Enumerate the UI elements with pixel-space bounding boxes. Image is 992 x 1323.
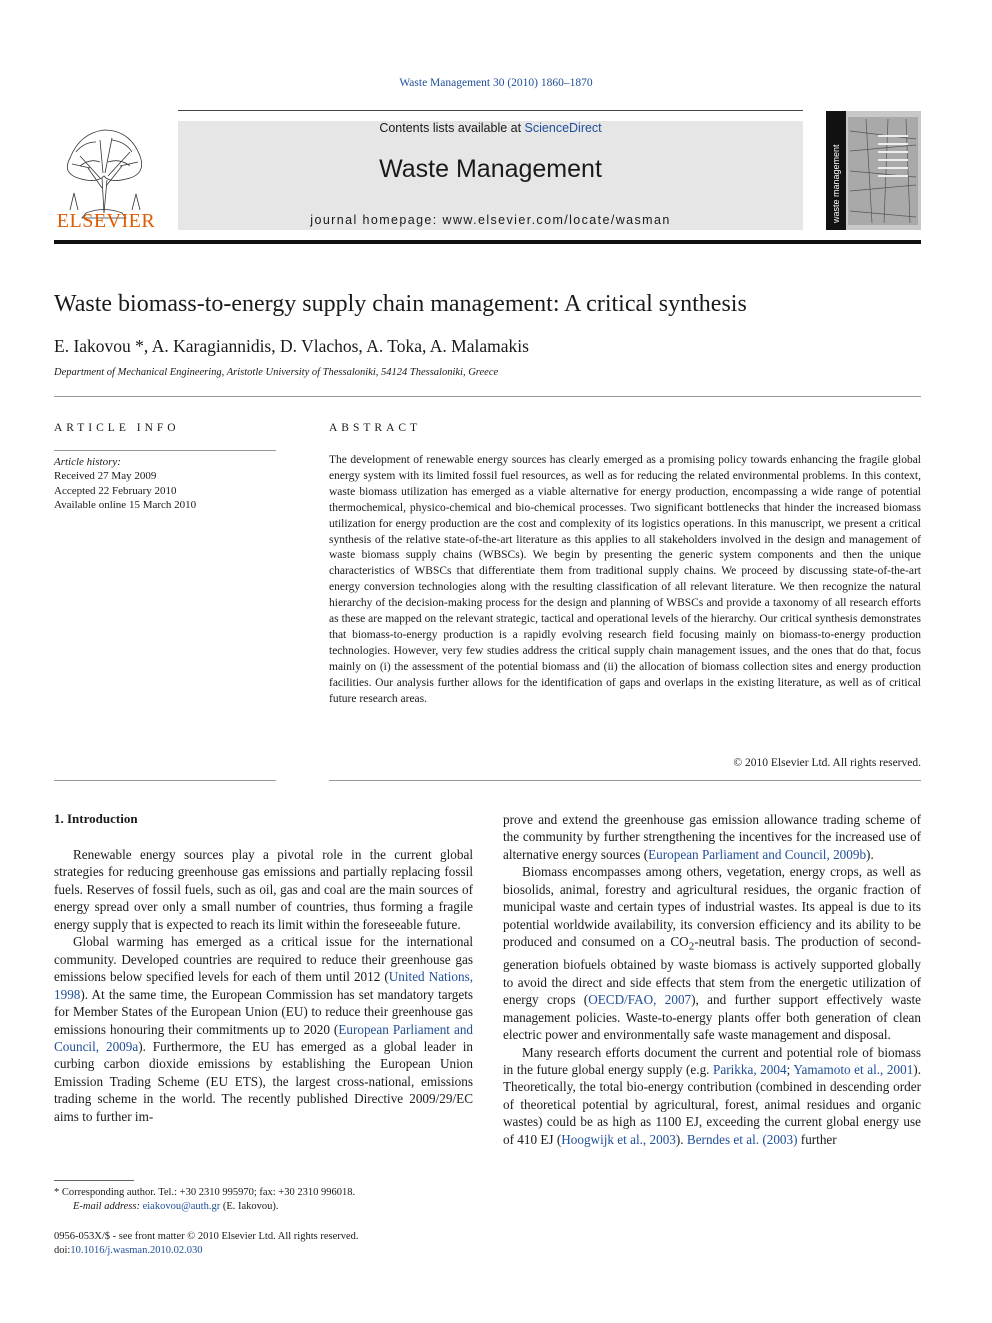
- page-footer: [54, 1230, 359, 1258]
- paragraph: Renewable energy sources play a pivotal role in the current global strategies for reducing greenhouse gas emissions and partially replacing fossil fuels. Reserves of fossil fuels, such as oil, gas and coal are the main sources of energy spread over only a small number of countries, thus forming a fragile energy supply that is expected to reach its limit within the foreseeable future.: [54, 847, 473, 932]
- footnote: [54, 1186, 355, 1214]
- citation-link[interactable]: United Nations, 1998: [54, 969, 473, 1002]
- citation-link[interactable]: European Parliament and Council, 2009a: [54, 1021, 474, 1054]
- text: Biomass encompasses among others, vegetation, energy crops, as well as biosolids, animal, forestry and agricultural residues, the organic fraction of municipal waste and certain types of industrial wastes. Its appeal is due to its potential worldwide availability, its conversion efficiency and its ability to be produced and consumed on a CO: [503, 864, 921, 950]
- journal-name: Waste Management: [379, 155, 602, 183]
- abstract-bottom-rule: [329, 780, 921, 781]
- text: ). Theoretically, the total bio-energy contribution (combined in descending order of theoretical potential by agricultural, forest, animal residues and organic wastes) could be as high as 1100 EJ, exceeding the current global energy use of 410 EJ (: [503, 1061, 921, 1147]
- text: ). Furthermore, the EU has emerged as a global leader in curbing carbon dioxide emissions by establishing the European Union Emission Trading Scheme (EU ETS), the largest cross-national, emissions trading scheme in the world. The recently published Directive 2009/29/EC aims to further im-: [54, 1038, 473, 1124]
- text: ), and further support effectively waste management policies. Waste-to-energy plants offer both generation of clean electric power and environmentally safe waste management and disposal.: [503, 992, 921, 1043]
- doi-line: [54, 1244, 359, 1258]
- journal-citation-link[interactable]: Waste Management 30 (2010) 1860–1870: [399, 77, 593, 89]
- article-info-bottom-rule: [54, 780, 276, 781]
- body-column-left: [54, 846, 473, 1125]
- text: ;: [786, 1061, 794, 1077]
- citation-link[interactable]: Berndes et al. (2003): [686, 1131, 798, 1147]
- text: ). At the same time, the European Commission has set mandatory targets for Member States of the European Union (EU) to reduce their greenhouse gas emissions honouring their commitments up to 2020 (: [54, 986, 473, 1037]
- article-authors: E. Iakovou *, A. Karagiannidis, D. Vlachos, A. Toka, A. Malamakis: [54, 336, 529, 356]
- email-suffix: (E. Iakovou).: [220, 1201, 279, 1212]
- footnote-rule: [54, 1180, 134, 1181]
- header-bottom-rule: [54, 240, 921, 244]
- corresponding-author-note: [54, 1186, 355, 1200]
- journal-homepage[interactable]: journal homepage: www.elsevier.com/locate/wasman: [310, 213, 671, 227]
- text: Many research efforts document the current and potential role of biomass in the future global energy supply (e.g.: [503, 1044, 921, 1077]
- citation-link[interactable]: OECD/FAO, 2007: [588, 992, 692, 1008]
- paragraph: [54, 933, 473, 1125]
- text: -neutral basis. The production of second-generation biofuels obtained by waste biomass is actively supported globally to avoid the direct and side effects that stem from the energetic utilization of energy crops (: [503, 934, 921, 1008]
- doi-link[interactable]: 10.1016/j.wasman.2010.02.030: [70, 1245, 203, 1256]
- paragraph: [503, 811, 921, 863]
- online-date: Available online 15 March 2010: [54, 498, 197, 511]
- citation-link[interactable]: Yamamoto et al., 2001: [793, 1061, 914, 1077]
- article-history: [54, 455, 276, 512]
- text: ).: [675, 1131, 687, 1147]
- history-label: Article history:: [54, 456, 121, 468]
- email-note: [54, 1200, 355, 1214]
- abstract-text: The development of renewable energy sources has clearly emerged as a promising policy towards enhancing the fragile global energy system with its limited fossil fuel resources, as well as for reducing the related environmental problems. In this context, waste biomass utilization has emerged as a viable alternative for energy production, encompassing a wide range of potential thermochemical, physico-chemical and bio-chemical processes. Two significant bottlenecks that hinder the increased biomass utilization for energy production are the cost and complexity of its logistics operations. In this manuscript, we present a critical synthesis of the relative state-of-the-art literature as this applies to all stakeholders involved in the design and management of waste biomass supply chains (WBSCs). We begin by presenting the generic system components and then the unique characteristics of WBSCs that differentiate them from traditional supply chains. We proceed by discussing state-of-the-art energy conversion technologies along with the resulting classification of all relevant literature. We then recognize the natural hierarchy of the decision-making process for the design and planning of WBSCs and provide a taxonomy of all research efforts as these are mapped on the relevant strategic, tactical and operational levels of the hierarchy. Our critical synthesis demonstrates that biomass-to-energy production is a rapidly evolving research field focusing mainly on biomass-to-energy production technologies. However, very few studies address the critical supply chain management issues, and the ones that do that, focus mainly on (i) the assessment of the potential biomass and (ii) the allocation of biomass collection sites and energy production facilities. Our analysis further allows for the identification of gaps and overlaps in the existing literature, as well as of critical future research areas.: [329, 454, 921, 705]
- email-link[interactable]: eiakovou@auth.gr: [142, 1201, 221, 1212]
- text: ).: [866, 846, 874, 862]
- footnote-text: Corresponding author. Tel.: +30 2310 995970; fax: +30 2310 996018.: [61, 1187, 356, 1198]
- abstract-copyright: © 2010 Elsevier Ltd. All rights reserved.: [733, 757, 921, 769]
- article-title: Waste biomass-to-energy supply chain management: A critical synthesis: [54, 291, 747, 317]
- article-info-rule: [54, 450, 276, 451]
- header-top-rule: [178, 110, 803, 111]
- email-label: E-mail address:: [73, 1201, 140, 1212]
- issn-line: 0956-053X/$ - see front matter © 2010 Elsevier Ltd. All rights reserved.: [54, 1231, 359, 1242]
- contents-line: [178, 121, 803, 135]
- cover-title: waste management: [831, 144, 841, 223]
- text: Global warming has emerged as a critical issue for the international community. Developed countries are required to reduce their greenhouse gas emissions below specified levels for each of them until 2012 (: [54, 934, 473, 985]
- title-rule: [54, 396, 921, 397]
- citation-link[interactable]: European Parliament and Council, 2009b: [648, 846, 867, 862]
- contents-prefix: Contents lists available at: [379, 121, 525, 135]
- text: prove and extend the greenhouse gas emission allowance trading scheme of the community by further strengthening the incentives for the increased use of alternative energy sources (: [503, 812, 921, 862]
- body-column-right: [503, 811, 921, 1148]
- journal-cover-image: [826, 111, 921, 230]
- accepted-date: Accepted 22 February 2010: [54, 484, 177, 497]
- text: further: [797, 1131, 837, 1147]
- section-heading-introduction: 1. Introduction: [54, 811, 138, 826]
- received-date: Received 27 May 2009: [54, 470, 157, 483]
- paragraph: [503, 1044, 921, 1149]
- doi-label: doi:: [54, 1245, 71, 1256]
- citation-link[interactable]: Parikka, 2004: [713, 1061, 787, 1077]
- subscript: 2: [688, 940, 695, 953]
- article-info-heading: ARTICLE INFO: [54, 422, 180, 434]
- paragraph: [503, 863, 921, 1043]
- footnote-marker: *: [54, 1187, 60, 1198]
- elsevier-wordmark: ELSEVIER: [56, 210, 156, 232]
- abstract-heading: ABSTRACT: [329, 422, 422, 434]
- cover-art: [826, 111, 921, 230]
- sciencedirect-link[interactable]: ScienceDirect: [524, 121, 602, 135]
- author-affiliation: Department of Mechanical Engineering, Aristotle University of Thessaloniki, 54124 Thessaloniki, Greece: [54, 367, 499, 378]
- citation-link[interactable]: Hoogwijk et al., 2003: [561, 1131, 676, 1147]
